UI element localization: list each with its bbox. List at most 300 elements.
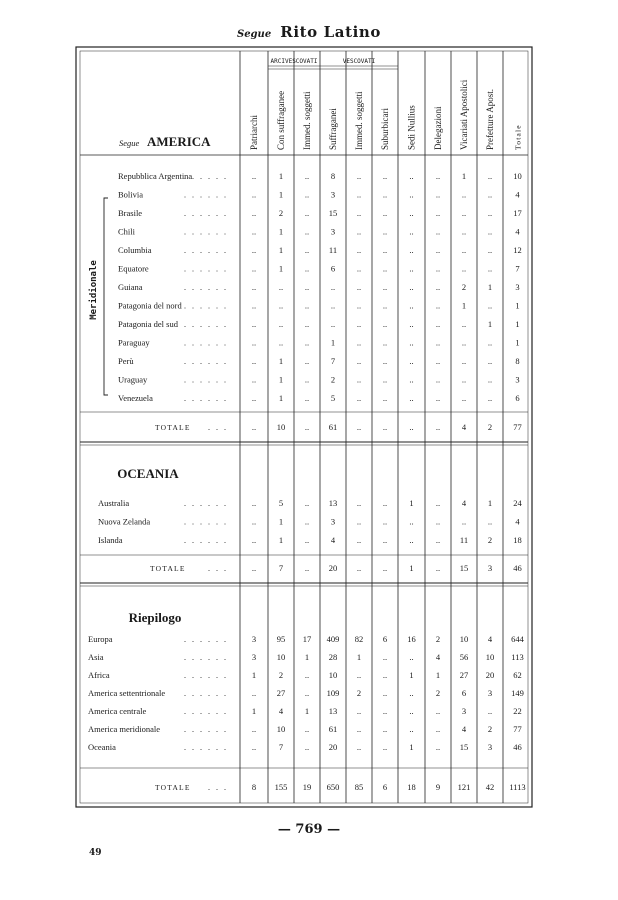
cell-value: 10 [459, 634, 469, 644]
cell-value: 1 [251, 706, 257, 716]
row-label: Europa [88, 634, 113, 644]
cell-value: .. [382, 374, 388, 385]
cell-value: 4 [278, 706, 284, 716]
cell-value: .. [330, 319, 336, 329]
america-segue: Segue [119, 138, 140, 148]
cell-value: 4 [515, 189, 520, 200]
cell-value: 2 [330, 374, 336, 385]
table-row [88, 724, 522, 734]
cell-value: 13 [328, 706, 338, 716]
cell-value: 4 [461, 724, 467, 734]
leader-dots: . . . . . . [184, 227, 228, 237]
cell-value: .. [278, 319, 284, 329]
total-value: .. [304, 563, 310, 573]
cell-value: .. [251, 300, 257, 311]
cell-value: .. [356, 282, 362, 292]
cell-value: 7 [515, 263, 520, 274]
cell-value: .. [409, 652, 414, 662]
cell-value: 4 [330, 535, 336, 545]
cell-value: .. [409, 226, 414, 237]
cell-value: .. [382, 535, 388, 545]
row-label: Uraguay [118, 374, 148, 385]
cell-value: 46 [513, 742, 522, 752]
cell-value: .. [409, 374, 414, 385]
cell-value: .. [409, 724, 414, 734]
leader-dots: . . . . . . [184, 499, 228, 508]
cell-value: 109 [326, 688, 340, 698]
cell-value: .. [251, 724, 257, 734]
cell-value: .. [487, 171, 493, 181]
cell-value: 1 [487, 498, 493, 508]
cell-value: .. [435, 356, 441, 366]
cell-value: .. [304, 319, 310, 329]
row-label: Oceania [88, 742, 116, 752]
row-label: Nuova Zelanda [98, 516, 151, 527]
cell-value: .. [356, 393, 362, 403]
cell-value: .. [382, 724, 388, 734]
cell-value: 2 [278, 670, 284, 680]
cell-value: 1 [278, 393, 284, 403]
total-value: .. [382, 422, 388, 432]
leader-dots: . . . . . . [184, 172, 228, 181]
row-label: Asia [88, 652, 104, 662]
cell-value: 10 [513, 171, 522, 181]
cell-value: 1 [487, 282, 493, 292]
cell-value: 1 [278, 171, 284, 181]
table-row [88, 706, 522, 716]
cell-value: 3 [251, 652, 257, 662]
cell-value: 27 [276, 688, 286, 698]
cell-value: 4 [487, 634, 493, 644]
total-value: 85 [354, 782, 364, 792]
total-value: .. [304, 422, 310, 432]
column-header: Immed. soggetti [354, 91, 364, 150]
total-value: 3 [487, 563, 493, 573]
total-value: 8 [251, 782, 257, 792]
cell-value: 20 [485, 670, 495, 680]
cell-value: .. [251, 226, 257, 237]
row-label: Equatore [118, 263, 149, 274]
table-row [98, 498, 523, 508]
table-row [118, 393, 520, 403]
cell-value: 149 [511, 688, 524, 698]
leader-dots: . . . . . . [184, 375, 228, 385]
cell-value: .. [461, 226, 467, 237]
total-value: 46 [513, 563, 522, 573]
cell-value: .. [382, 282, 388, 292]
total-value: 10 [276, 422, 286, 432]
leader-dots: . . . . . . [184, 209, 228, 218]
row-label: Guiana [118, 282, 143, 292]
cell-value: 1 [356, 652, 362, 662]
cell-value: .. [435, 171, 441, 181]
cell-value: 16 [407, 634, 416, 644]
cell-value: .. [409, 688, 414, 698]
leader-dots: . . . . . . [184, 394, 228, 403]
cell-value: .. [251, 742, 257, 752]
cell-value: .. [251, 688, 257, 698]
cell-value: .. [382, 300, 388, 311]
leader-dots: . . . . . . [184, 707, 228, 716]
cell-value: 1 [304, 652, 310, 662]
riepilogo-title: Riepilogo [128, 610, 182, 625]
cell-value: .. [461, 337, 467, 348]
total-value: 20 [328, 563, 338, 573]
total-value: 4 [461, 422, 467, 432]
cell-value: 4 [461, 498, 467, 508]
cell-value: .. [304, 171, 310, 181]
cell-value: 4 [435, 652, 441, 662]
side-bracket [104, 198, 108, 395]
column-header: Vicariati Apostolici [459, 79, 469, 150]
cell-value: 20 [328, 742, 338, 752]
total-value: 9 [435, 782, 441, 792]
folio-number: 49 [89, 848, 102, 858]
cell-value: .. [304, 189, 310, 200]
cell-value: .. [487, 393, 493, 403]
cell-value: .. [251, 356, 257, 366]
table-row [88, 634, 525, 644]
leader-dots: . . . . . . [184, 635, 228, 644]
row-label: America meridionale [88, 724, 160, 734]
cell-value: .. [435, 724, 441, 734]
cell-value: 61 [328, 724, 338, 734]
cell-value: .. [382, 498, 388, 508]
cell-value: .. [356, 189, 362, 200]
cell-value: .. [304, 393, 310, 403]
cell-value: .. [356, 516, 362, 527]
cell-value: 2 [278, 208, 284, 218]
cell-value: .. [356, 226, 362, 237]
cell-value: 8 [330, 171, 336, 181]
cell-value: 56 [459, 652, 469, 662]
leader-dots: . . . . . . [184, 536, 228, 545]
leader-dots: . . . . . . [184, 190, 228, 200]
total-label: TOTALE [150, 564, 186, 573]
cell-value: .. [304, 356, 310, 366]
cell-value: .. [251, 516, 257, 527]
page-number: — 769 — [277, 822, 341, 837]
cell-value: 10 [485, 652, 495, 662]
cell-value: .. [251, 374, 257, 385]
row-label: America settentrionale [88, 688, 166, 698]
cell-value: .. [435, 263, 441, 274]
cell-value: .. [356, 706, 362, 716]
cell-value: 2 [435, 688, 441, 698]
cell-value: 1 [278, 356, 284, 366]
cell-value: 3 [330, 516, 336, 527]
cell-value: .. [382, 226, 388, 237]
cell-value: .. [461, 356, 467, 366]
cell-value: .. [251, 171, 257, 181]
row-label: Australia [98, 498, 130, 508]
cell-value: .. [409, 189, 414, 200]
cell-value: 3 [461, 706, 467, 716]
cell-value: .. [461, 374, 467, 385]
cell-value: 5 [330, 393, 336, 403]
total-value: 1 [409, 563, 414, 573]
cell-value: 17 [513, 208, 522, 218]
column-header: Con suffraganee [276, 90, 286, 150]
cell-value: .. [356, 300, 362, 311]
cell-value: .. [304, 245, 310, 255]
cell-value: 409 [326, 634, 340, 644]
cell-value: .. [382, 356, 388, 366]
cell-value: 7 [330, 356, 336, 366]
cell-value: .. [356, 319, 362, 329]
cell-value: .. [356, 208, 362, 218]
cell-value: 28 [328, 652, 338, 662]
row-label: Bolivia [118, 189, 144, 200]
cell-value: 3 [487, 688, 493, 698]
cell-value: 27 [459, 670, 469, 680]
cell-value: .. [435, 535, 441, 545]
cell-value: 10 [328, 670, 338, 680]
total-value: .. [435, 422, 441, 432]
cell-value: .. [487, 300, 493, 311]
cell-value: .. [382, 189, 388, 200]
cell-value: 1 [409, 742, 414, 752]
cell-value: 3 [487, 742, 493, 752]
cell-value: .. [461, 245, 467, 255]
cell-value: 4 [515, 226, 520, 237]
cell-value: 8 [515, 356, 520, 366]
column-header: Delegazioni [433, 106, 443, 150]
row-label: Patagonia del sud [118, 319, 178, 329]
cell-value: 1 [461, 300, 467, 311]
cell-value: 11 [328, 245, 338, 255]
cell-value: .. [382, 208, 388, 218]
total-value: 15 [459, 563, 469, 573]
row-label: Chili [118, 226, 136, 237]
cell-value: .. [487, 337, 493, 348]
cell-value: 7 [278, 742, 284, 752]
cell-value: 644 [511, 634, 524, 644]
leader-dots: . . . . . . [184, 338, 228, 348]
cell-value: .. [409, 393, 414, 403]
cell-value: .. [409, 706, 414, 716]
cell-value: .. [435, 226, 441, 237]
row-label: America centrale [88, 706, 147, 716]
cell-value: .. [251, 337, 257, 348]
cell-value: 1 [278, 245, 284, 255]
cell-value: .. [304, 263, 310, 274]
cell-value: .. [304, 688, 310, 698]
cell-value: 2 [435, 634, 441, 644]
cell-value: 2 [461, 282, 467, 292]
cell-value: .. [356, 374, 362, 385]
cell-value: .. [382, 516, 388, 527]
column-header: Prefetture Apost. [485, 89, 495, 150]
cell-value: 1 [330, 337, 336, 348]
cell-value: .. [487, 516, 493, 527]
table-row [88, 688, 524, 698]
cell-value: .. [435, 245, 441, 255]
cell-value: .. [304, 670, 310, 680]
table-row [118, 190, 520, 200]
cell-value: .. [461, 516, 467, 527]
table-row [118, 264, 520, 274]
header-title: Rito Latino [280, 23, 382, 41]
cell-value: .. [382, 171, 388, 181]
cell-value: .. [382, 688, 388, 698]
cell-value: .. [435, 319, 441, 329]
column-header: Immed. soggetti [302, 91, 312, 150]
total-label: TOTALE [155, 423, 191, 432]
total-value: 77 [513, 422, 522, 432]
cell-value: 22 [513, 706, 522, 716]
cell-value: .. [278, 337, 284, 348]
table-row [98, 535, 522, 545]
cell-value: .. [409, 319, 414, 329]
cell-value: .. [304, 724, 310, 734]
cell-value: 95 [276, 634, 286, 644]
cell-value: .. [409, 245, 414, 255]
total-value: 7 [278, 563, 284, 573]
cell-value: 6 [382, 634, 388, 644]
cell-value: 3 [330, 226, 336, 237]
table-row [118, 338, 520, 348]
cell-value: .. [409, 300, 414, 311]
cell-value: 15 [328, 208, 338, 218]
cell-value: .. [382, 319, 388, 329]
cell-value: .. [356, 356, 362, 366]
cell-value: .. [330, 282, 336, 292]
cell-value: 24 [513, 498, 522, 508]
oceania-title: OCEANIA [117, 466, 179, 481]
cell-value: 11 [459, 535, 469, 545]
cell-value: .. [382, 742, 388, 752]
cell-value: .. [251, 498, 257, 508]
cell-value: .. [409, 535, 414, 545]
total-value: 121 [457, 782, 471, 792]
cell-value: .. [435, 393, 441, 403]
cell-value: .. [251, 208, 257, 218]
leader-dots: . . . . . . [184, 264, 228, 274]
cell-value: .. [382, 670, 388, 680]
table-row [118, 282, 520, 292]
cell-value: .. [461, 263, 467, 274]
row-label: Brasile [118, 208, 143, 218]
cell-value: .. [356, 535, 362, 545]
cell-value: 18 [513, 535, 522, 545]
cell-value: 1 [304, 706, 310, 716]
cell-value: .. [409, 516, 414, 527]
cell-value: .. [487, 226, 493, 237]
leader-dots: . . . . . . [184, 725, 228, 734]
cell-value: .. [382, 706, 388, 716]
cell-value: .. [487, 189, 493, 200]
total-value: .. [409, 422, 414, 432]
cell-value: 1 [251, 670, 257, 680]
total-value: 2 [487, 422, 493, 432]
cell-value: 1 [515, 300, 520, 311]
cell-value: 5 [278, 498, 284, 508]
total-value: 42 [485, 782, 495, 792]
cell-value: 1 [409, 670, 414, 680]
table-row [118, 356, 520, 366]
cell-value: .. [461, 319, 467, 329]
cell-value: 1 [461, 171, 467, 181]
column-header: Suffraganei [328, 108, 338, 150]
table-row [118, 301, 520, 311]
cell-value: 1 [278, 226, 284, 237]
cell-value: .. [487, 208, 493, 218]
cell-value: 1 [278, 374, 284, 385]
row-label: Africa [88, 670, 110, 680]
cell-value: .. [382, 263, 388, 274]
cell-value: 3 [515, 374, 520, 385]
cell-value: .. [304, 300, 310, 311]
total-value: 6 [382, 782, 388, 792]
side-label-meridionale: Meridionale [89, 260, 99, 320]
cell-value: .. [251, 245, 257, 255]
total-label: TOTALE [155, 783, 191, 792]
cell-value: .. [356, 171, 362, 181]
table-row [98, 517, 520, 527]
cell-value: .. [251, 189, 257, 200]
cell-value: 1 [515, 319, 520, 329]
row-label: Columbia [118, 245, 152, 255]
leader-dots: . . . . . . [184, 357, 228, 366]
cell-value: .. [356, 670, 362, 680]
table-row [118, 375, 520, 385]
cell-value: .. [251, 282, 257, 292]
cell-value: 17 [302, 634, 312, 644]
cell-value: .. [487, 245, 493, 255]
cell-value: .. [356, 337, 362, 348]
table-row [88, 742, 522, 752]
cell-value: 2 [487, 724, 493, 734]
cell-value: .. [251, 319, 257, 329]
cell-value: .. [409, 208, 414, 218]
cell-value: 13 [328, 498, 338, 508]
total-value: 1113 [509, 782, 526, 792]
cell-value: .. [409, 282, 414, 292]
cell-value: 82 [354, 634, 364, 644]
america-title: AMERICA [147, 134, 211, 149]
total-value: .. [251, 563, 257, 573]
cell-value: 3 [251, 634, 257, 644]
cell-value: .. [435, 282, 441, 292]
cell-value: 10 [276, 652, 286, 662]
cell-value: 6 [461, 688, 467, 698]
cell-value: 1 [435, 670, 441, 680]
row-label: Perù [118, 356, 134, 366]
cell-value: .. [304, 282, 310, 292]
leader-dots: . . . . . . [184, 517, 228, 527]
cell-value: 1 [278, 516, 284, 527]
leader-dots: . . . . . . [184, 653, 228, 662]
cell-value: .. [487, 263, 493, 274]
leader-dots: . . . [208, 783, 228, 792]
cell-value: .. [487, 706, 493, 716]
group-header-arcivescovati: ARCIVESCOVATI [270, 58, 318, 65]
column-header: Suburbicari [380, 108, 390, 150]
cell-value: .. [278, 300, 284, 311]
cell-value: .. [435, 337, 441, 348]
cell-value: .. [356, 724, 362, 734]
cell-value: .. [382, 652, 388, 662]
row-label: Venezuela [118, 393, 153, 403]
total-value: 155 [274, 782, 288, 792]
cell-value: .. [461, 393, 467, 403]
cell-value: 62 [513, 670, 522, 680]
cell-value: .. [382, 337, 388, 348]
cell-value: .. [409, 263, 414, 274]
cell-value: 1 [278, 535, 284, 545]
cell-value: .. [304, 535, 310, 545]
